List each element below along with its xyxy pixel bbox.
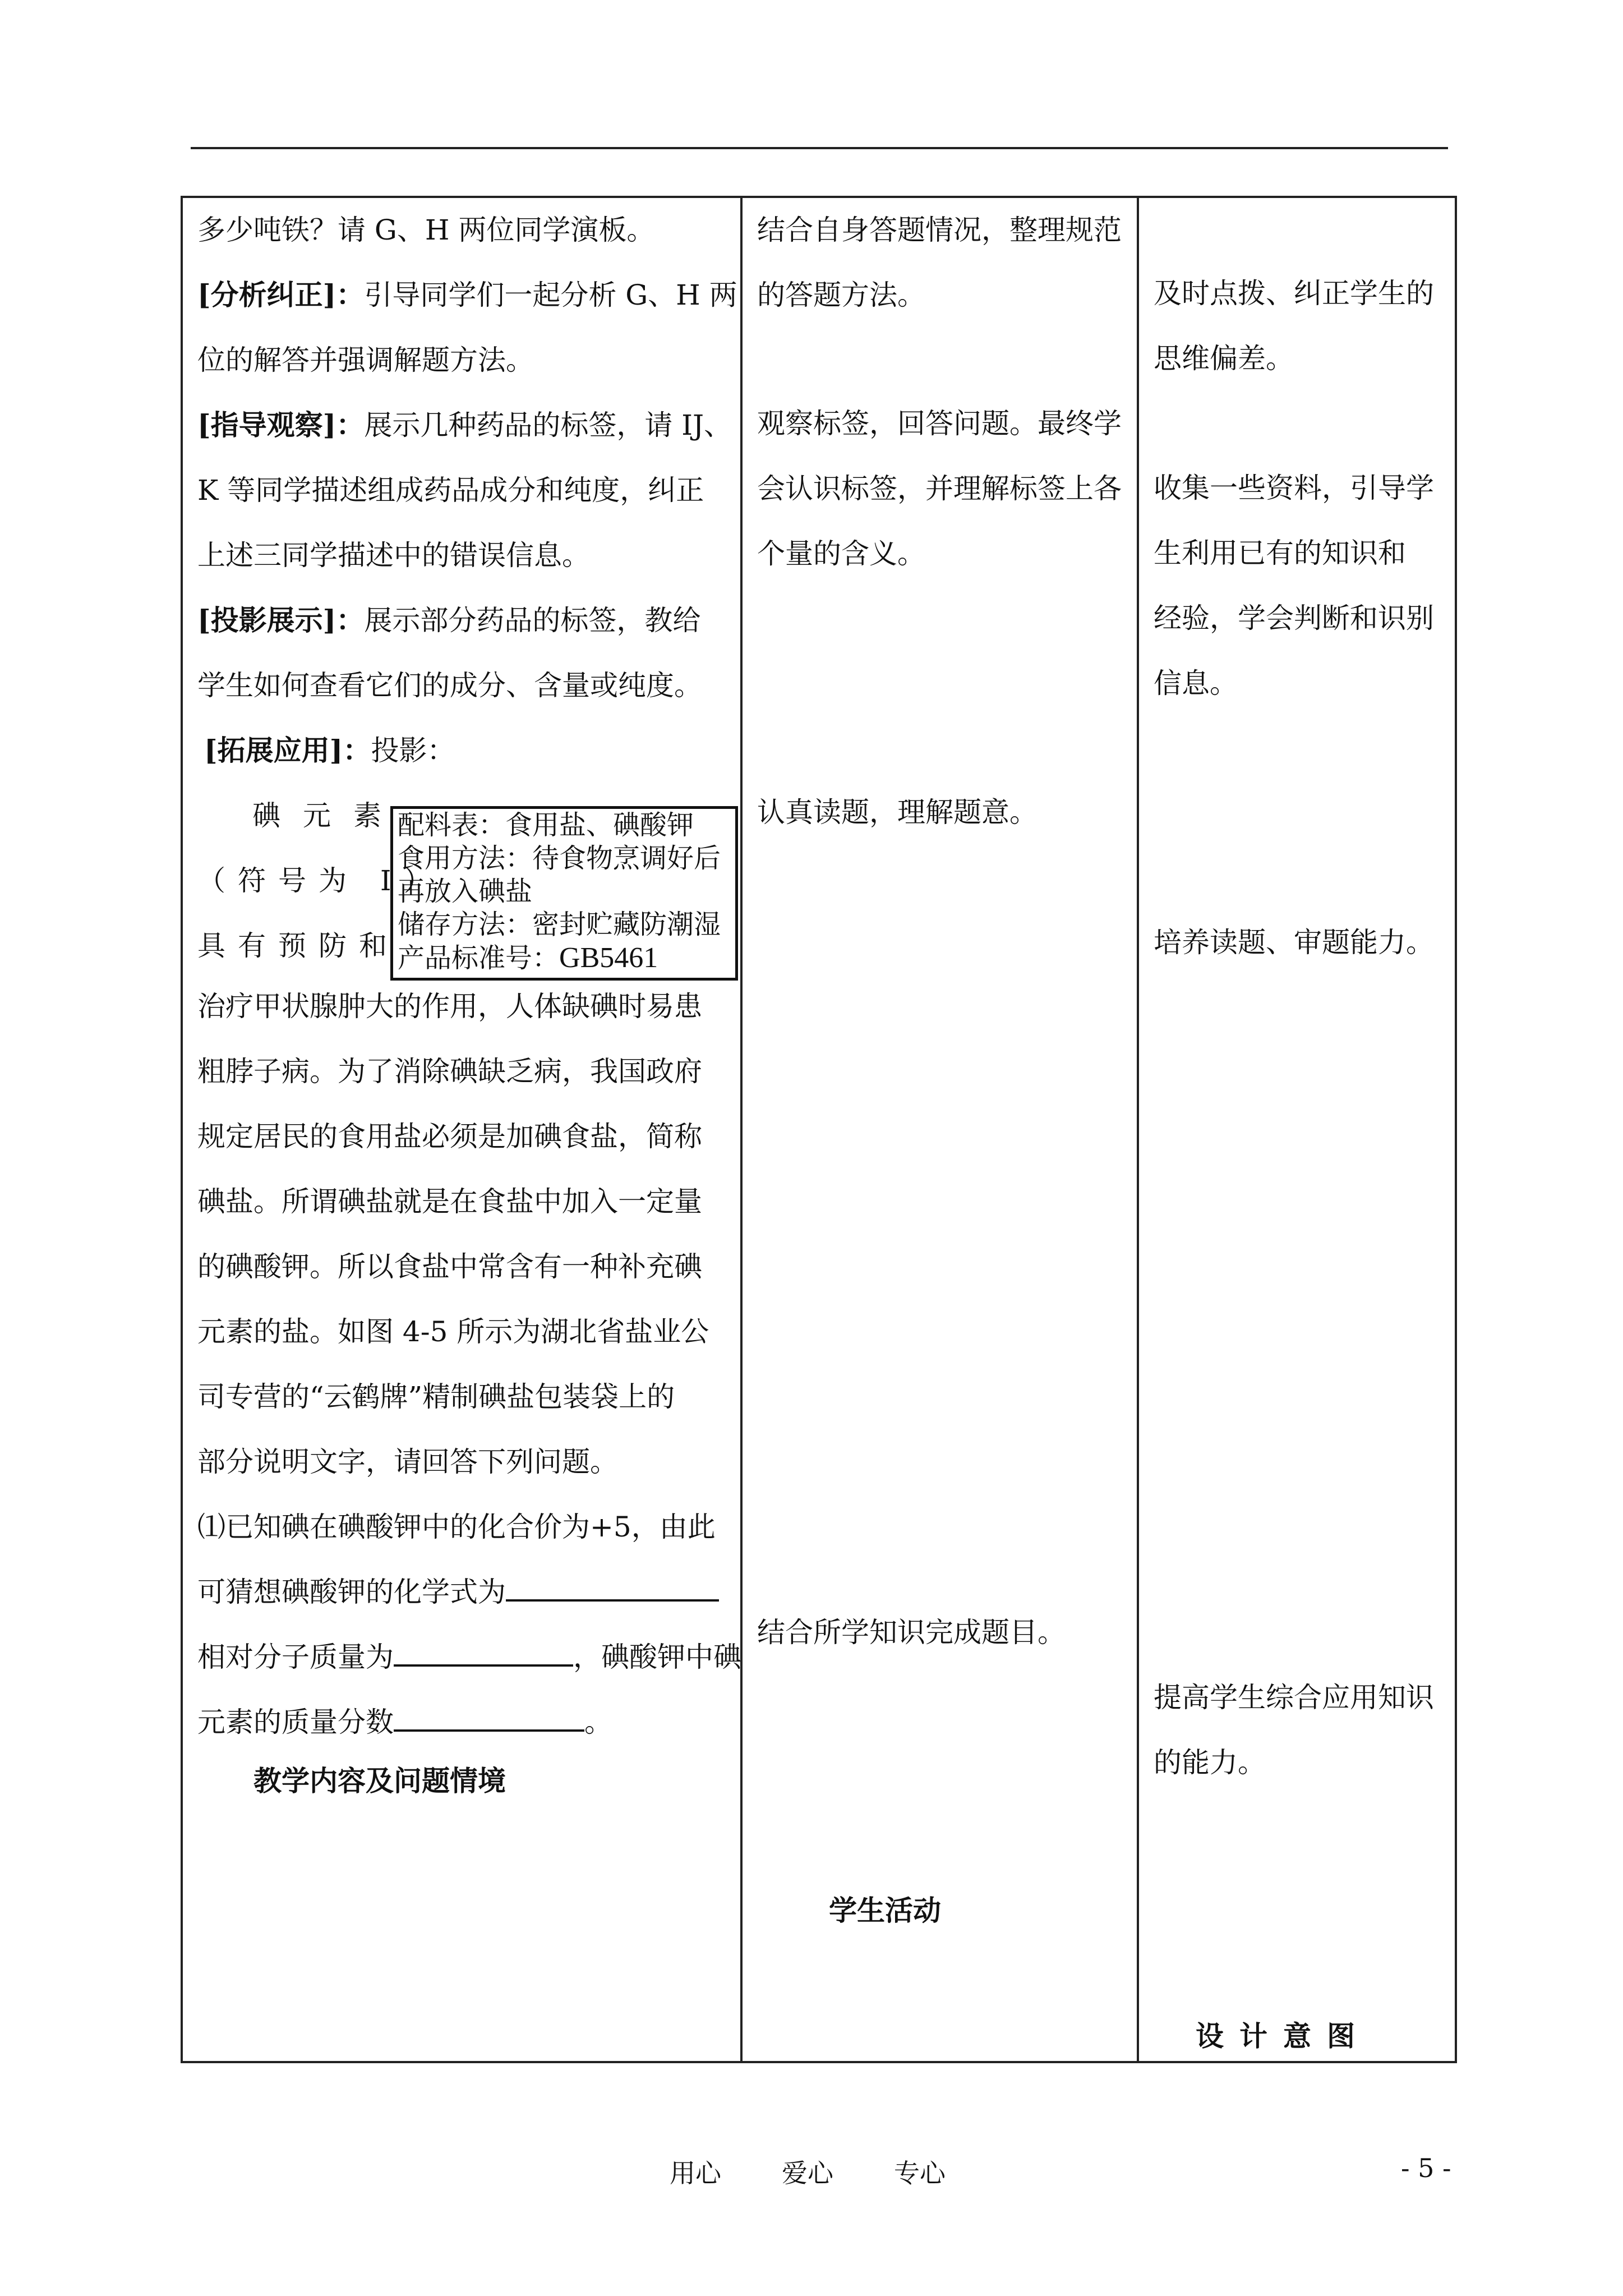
salt-label-box [390, 806, 738, 981]
footer-motto [670, 2153, 946, 2190]
text-line: （符号为 I） [197, 864, 444, 897]
answer-blank[interactable] [506, 1569, 719, 1602]
text-line: 多少吨铁？请 G、H 两位同学演板。 [197, 214, 655, 246]
teaching-content-column [197, 197, 737, 783]
column-heading-content: 教学内容及问题情境 [253, 1764, 506, 1797]
label-line: 储存方法：密封贮藏防潮湿 [398, 909, 721, 940]
answer-blank[interactable] [394, 1634, 573, 1667]
analysis-paragraph [197, 263, 737, 328]
standard-label: 产品标准号： [398, 942, 560, 974]
extension-label: [拓展应用]： [204, 734, 371, 767]
text-line: 元素的质量分数 [197, 1706, 394, 1738]
question-line [197, 1690, 730, 1755]
motto-word: 用心 [670, 2158, 721, 2188]
text-line: 收集一些资料，引导学 [1154, 472, 1434, 504]
text-line: 展示部分药品的标签，教给 [364, 604, 701, 637]
guide-label: [指导观察]： [197, 408, 365, 441]
text-line: 结合所学知识完成题目。 [757, 1616, 1066, 1649]
text-line: 可猜想碘酸钾的化学式为 [197, 1576, 506, 1608]
text-line: 位的解答并强调解题方法。 [197, 344, 534, 376]
text-line: 上述三同学描述中的错误信息。 [197, 539, 590, 572]
page-number: - 5 - [1401, 2153, 1451, 2183]
projection-label: [投影展示]： [197, 604, 365, 637]
guide-paragraph [197, 393, 730, 458]
label-line: 食用方法：待食物烹调好后 [398, 843, 721, 874]
text-line: 会认识标签，并理解标签上各 [757, 472, 1122, 505]
projection-paragraph [197, 588, 730, 653]
header-rule [191, 147, 1448, 149]
text-line: 提高学生综合应用知识 [1154, 1681, 1434, 1714]
column-heading-activity: 学生活动 [829, 1894, 941, 1927]
text-line: 规定居民的食用盐必须是加碘食盐，简称 [197, 1120, 702, 1153]
text-line: 经验，学会判断和识别 [1154, 602, 1434, 634]
column-divider [740, 196, 743, 2063]
text-line: K 等同学描述组成药品成分和纯度，纠正 [197, 474, 704, 507]
text-line: 学生如何查看它们的成分、含量或纯度。 [197, 669, 702, 702]
text-line: 碘盐。所谓碘盐就是在食盐中加入一定量 [197, 1185, 702, 1218]
text-line: 相对分子质量为 [197, 1641, 394, 1673]
text-line: 粗脖子病。为了消除碘缺乏病，我国政府 [197, 1055, 702, 1088]
text-line: 引导同学们一起分析 G、H 两 [364, 279, 737, 311]
text-line: 治疗甲状腺肿大的作用，人体缺碘时易患 [197, 990, 702, 1023]
design-intent-column [1154, 261, 1445, 391]
text-line: 结合自身答题情况，整理规范 [757, 214, 1122, 246]
text-line: 个量的含义。 [757, 537, 925, 570]
extension-paragraph [197, 718, 730, 783]
text-line: 观察标签，回答问题。最终学 [757, 407, 1122, 440]
text-line: 的答题方法。 [757, 279, 925, 311]
text-line: 及时点拨、纠正学生的 [1154, 277, 1434, 310]
column-heading-intent: 设计意图 [1196, 2019, 1371, 2053]
text-line: ⑴已知碘在碘酸钾中的化合价为+5，由此 [197, 1511, 716, 1543]
analysis-label: [分析纠正]： [197, 278, 365, 311]
student-activity-column [757, 197, 1127, 328]
design-intent-column [1154, 1665, 1445, 1795]
text-line: ，碘酸钾中碘 [573, 1641, 741, 1673]
text-line: 认真读题，理解题意。 [757, 796, 1038, 829]
text-line: 部分说明文字，请回答下列问题。 [197, 1446, 618, 1478]
text-line: 信息。 [1154, 667, 1238, 700]
text-line: 培养读题、审题能力。 [1154, 926, 1434, 959]
answer-blank[interactable] [394, 1699, 584, 1732]
text-line: 的碘酸钾。所以食盐中常含有一种补充碘 [197, 1250, 702, 1283]
label-line: 配料表：食用盐、碘酸钾 [398, 809, 694, 841]
label-line: 再放入碘盐 [398, 876, 533, 907]
motto-word: 爱心 [782, 2158, 833, 2188]
standard-number: GB5461 [559, 942, 658, 974]
text-line: 司专营的“云鹤牌”精制碘盐包装袋上的 [197, 1381, 675, 1413]
wrapped-intro [197, 783, 444, 978]
motto-word: 专心 [894, 2158, 946, 2188]
question-line [197, 1625, 741, 1690]
text-line: 展示几种药品的标签，请 IJ、 [364, 409, 732, 441]
text-line: 。 [584, 1706, 612, 1738]
question-line [197, 1559, 730, 1625]
text-line: 元素的盐。如图 4-5 所示为湖北省盐业公 [197, 1315, 709, 1348]
text-line: 的能力。 [1154, 1746, 1266, 1779]
label-line [398, 941, 732, 975]
text-line: 投影： [371, 734, 455, 767]
text-line: 思维偏差。 [1154, 342, 1294, 375]
iodine-paragraph [197, 974, 741, 1755]
design-intent-column [1154, 455, 1445, 716]
text-line: 碘元素 [252, 799, 404, 832]
column-divider [1137, 196, 1139, 2063]
text-line: 生利用已有的知识和 [1154, 537, 1406, 569]
student-activity-column [757, 391, 1127, 586]
text-line: 具有预防和 [197, 930, 399, 962]
